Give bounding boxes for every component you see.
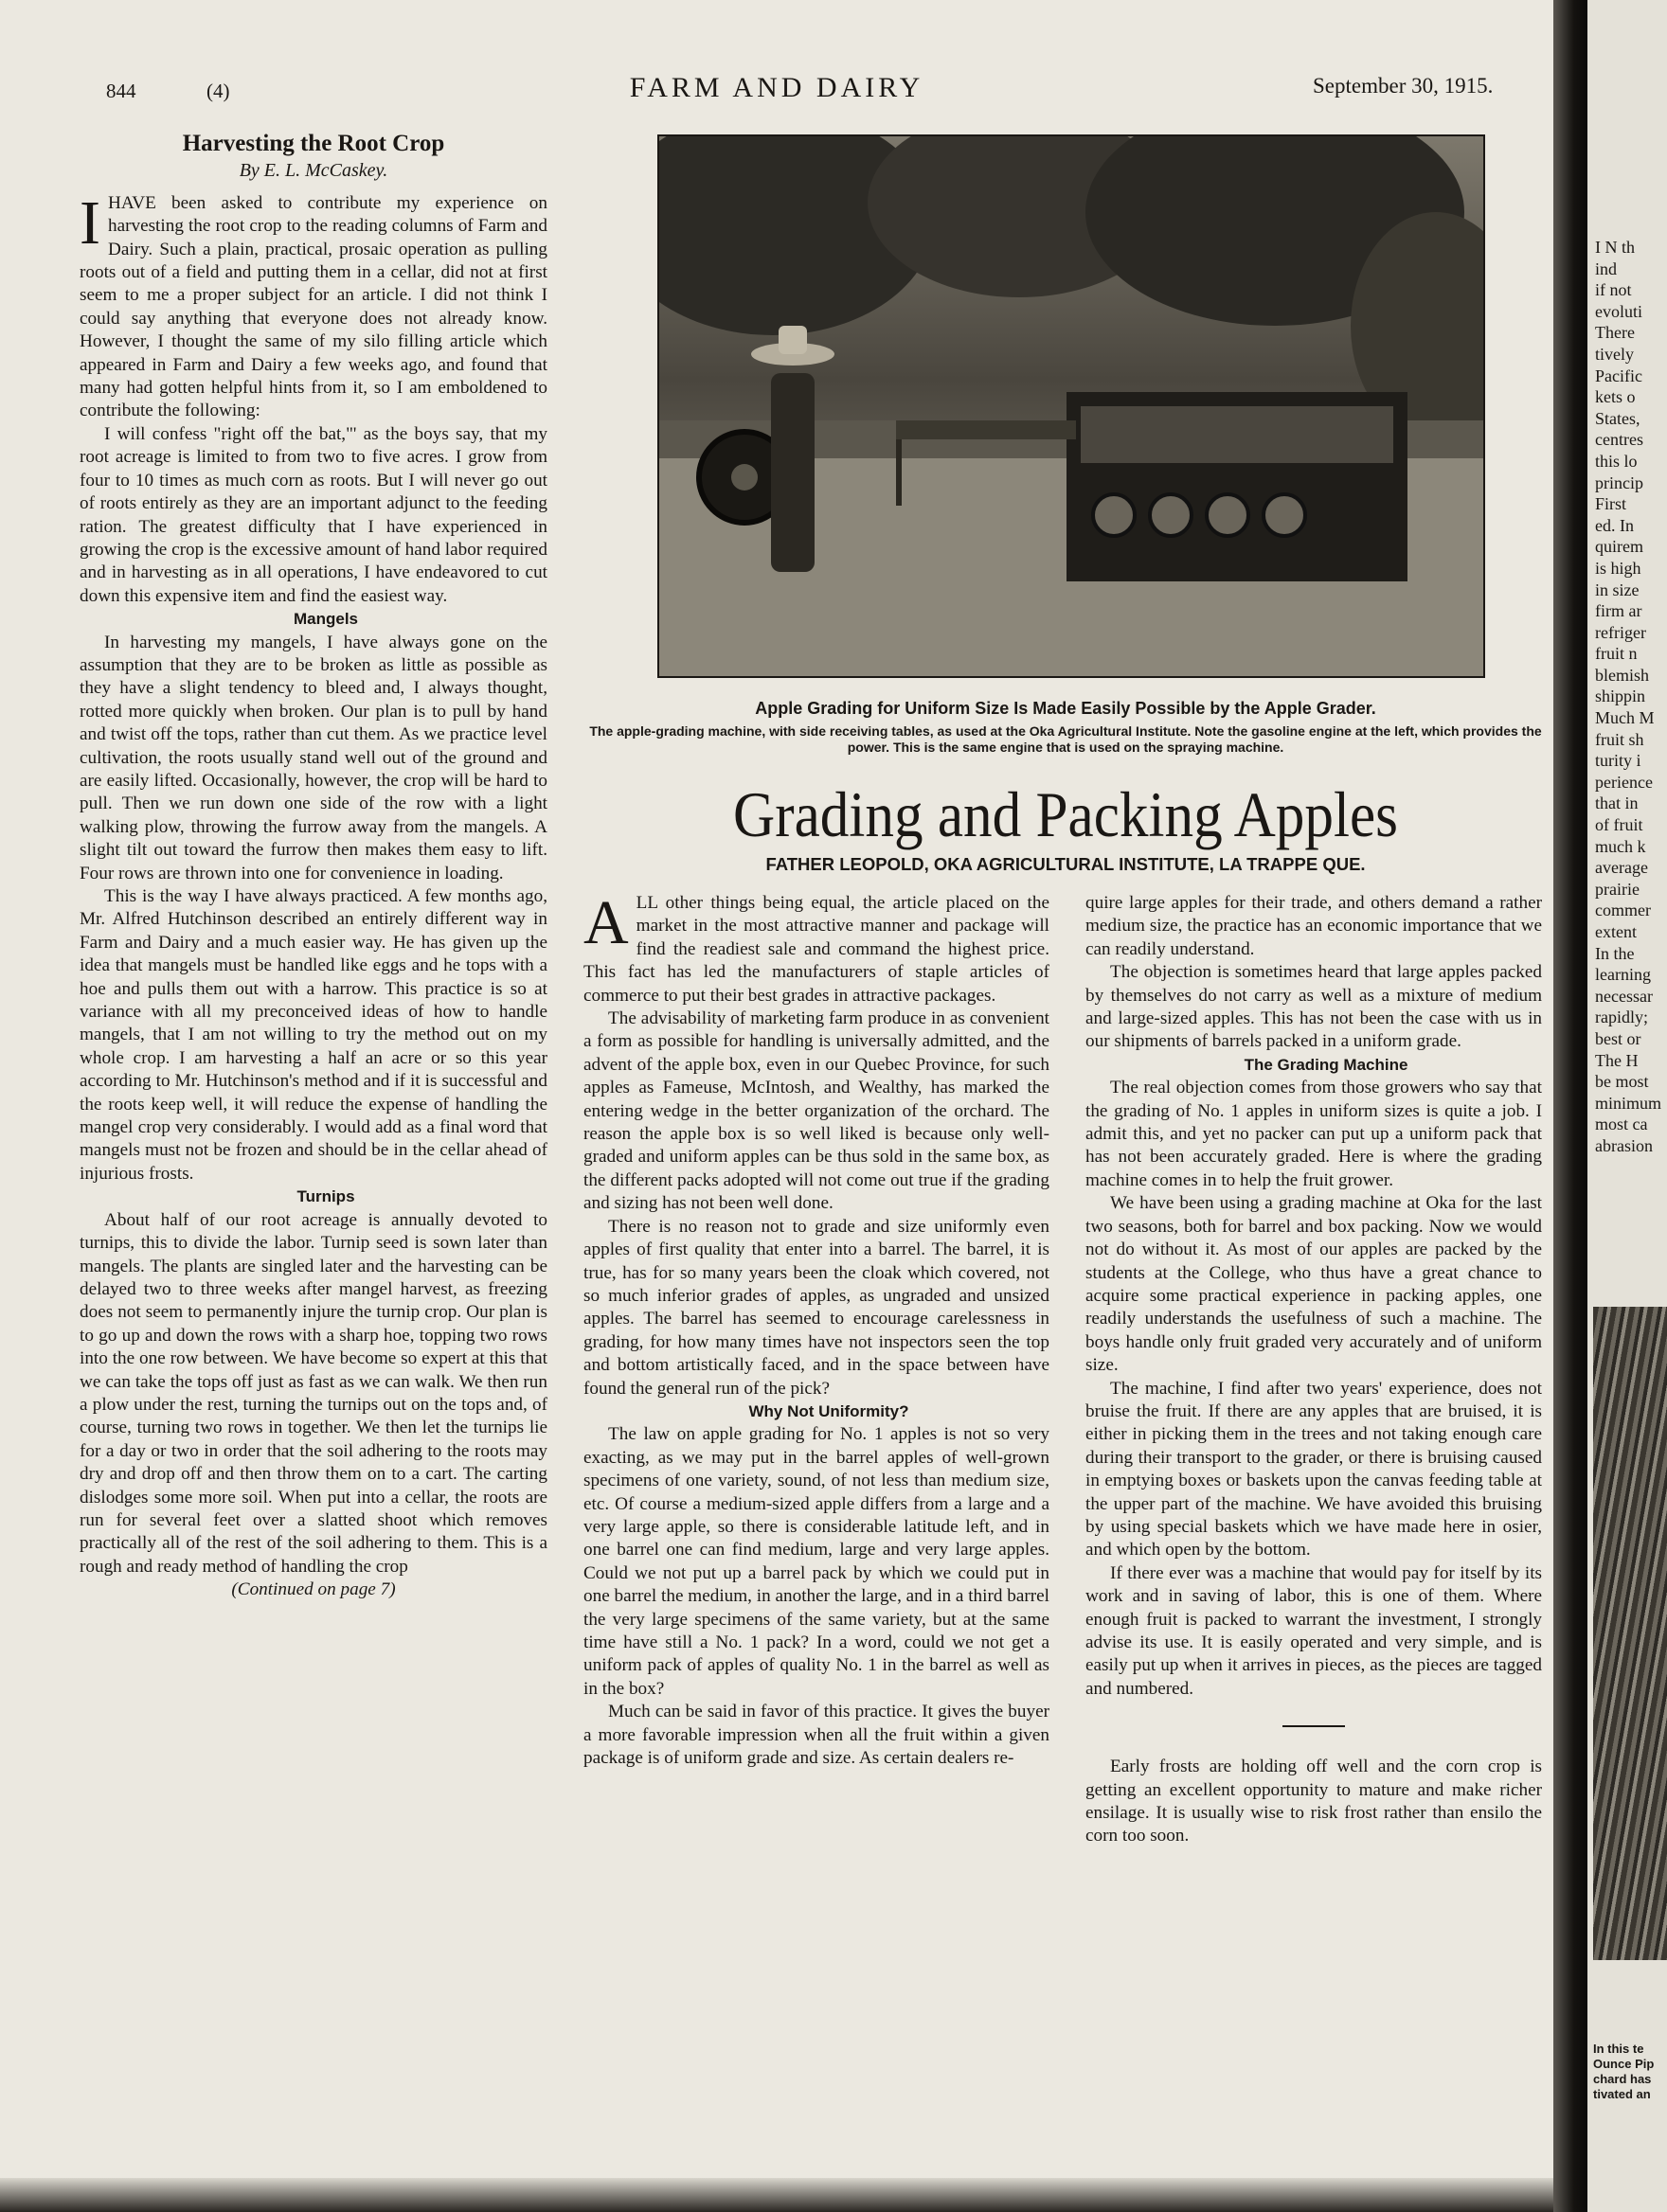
root-crop-article <box>80 133 547 1602</box>
text-fragment: minimum <box>1595 1093 1662 1113</box>
subheading-turnips: Turnips <box>296 1187 355 1206</box>
main-article-byline: FATHER LEOPOLD, OKA AGRICULTURAL INSTITUTE, LA TRAPPE QUE. <box>765 854 1366 874</box>
text-fragment: There <box>1595 323 1635 343</box>
text-fragment: fruit sh <box>1595 729 1644 749</box>
paragraph: There is no reason not to grade and size uniformly even apples of first quality that enter into a barrel. The barrel, it is true, has for so many years been the cloak which covered, not so much inferior grades of apples, as ungraded and unsized apples. The barrel has seemed to encourage carelessness in grading, for how many times have not inspectors seen the top and bottom artistically faced, and in the space between have found the general run of the pick? <box>583 1216 1049 1399</box>
paragraph: The law on apple grading for No. 1 apples is not so very exacting, as we may put in the barrel apples of well-grown specimens of one variety, sound, of not less than medium size, etc. Of course a medium-sized apple differs from a large and a very large apple, so there is considerable latitude left, and in one barrel one can find medium, large and very large apples. Could we not put up a barrel pack by which we could put in one barrel the medium, in another the large, and in a third barrel the very large specimens of the same variety, but at the same time have still a No. 1 pack? In a word, could we not get a uniform pack of apples of quality No. 1 in the barrel as well as in the box? <box>583 1424 1049 1699</box>
paragraph: The objection is sometimes heard that large apples packed by themselves do not carry as well as a mixture of medium and large-sized apples. This has not been the case with us in our shipments of barrels packed in a uniform grade. <box>1085 962 1542 1052</box>
text-fragment: shippin <box>1595 687 1646 706</box>
subheading-uniformity: Why Not Uniformity? <box>748 1401 909 1420</box>
text-fragment: if not <box>1595 280 1632 300</box>
paragraph: I will confess "right off the bat,"' as the boys say, that my root acreage is limited to from two to five acres. I grow from four to 10 times as much corn as roots. But I will never go out of roots entirely as they are an important adjunct to the feeding ration. The greatest difficulty that I have experienced in growing the crop is the excessive amount of hand labor required and in harvesting as in all operations, I have endeavored to cut down this expensive item and find the easiest way. <box>80 423 547 606</box>
apples-article-column-1 <box>583 888 1049 1770</box>
paragraph: This is the way I have always practiced. A few months ago, Mr. Alfred Hutchinson described an entirely different way in Farm and Dairy and a much easier way. He has given up the idea that mangels must be handled like eggs and he tops with a hoe and pulls them out with a harrow. This practice is so at variance with all my preconceived ideas of how to handle mangels, that I am not willing to try the method out on my whole crop. I am harvesting a half an acre or so this year according to Mr. Hutchinson's method and if it is successful and the roots keep well, it will reduce the expense of handling the mangel crop very considerably. I would add as a final word that mangels must not be frozen and should be in the cellar ahead of injurious frosts. <box>80 886 547 1184</box>
text-fragment: much k <box>1595 836 1646 856</box>
text-fragment: The H <box>1595 1050 1639 1070</box>
issue-date: September 30, 1915. <box>1313 74 1494 98</box>
photo-caption-title: Apple Grading for Uniform Size Is Made Easily Possible by the Apple Grader. <box>755 699 1376 718</box>
text-fragment: Pacific <box>1595 366 1642 385</box>
paragraph: Much can be said in favor of this practice. It gives the buyer a more favorable impression when all the fruit within a given package is of uniform grade and size. As certain dealers re- <box>583 1702 1049 1769</box>
page-bottom-edge <box>0 2178 1553 2212</box>
text-fragment: prairie <box>1595 879 1640 899</box>
caption-fragment: chard has <box>1593 2072 1652 2086</box>
text-fragment: First <box>1595 494 1627 514</box>
text-fragment: is high <box>1595 558 1641 578</box>
continued-note: (Continued on page 7) <box>231 1579 396 1600</box>
text-fragment: necessar <box>1595 986 1653 1006</box>
text-fragment: ed. In <box>1595 515 1634 535</box>
apple-grader-photo <box>657 134 1485 678</box>
text-fragment: refriger <box>1595 622 1646 642</box>
text-fragment: of fruit <box>1595 815 1643 835</box>
page-header <box>0 0 1553 104</box>
text-fragment: kets o <box>1595 387 1636 407</box>
photo-illustration <box>659 136 1483 676</box>
text-fragment: tively <box>1595 344 1634 364</box>
main-article-title: Grading and Packing Apples <box>733 778 1398 850</box>
subheading-grading-machine: The Grading Machine <box>1244 1055 1408 1074</box>
text-fragment: evoluti <box>1595 301 1642 321</box>
section-divider <box>1282 1725 1345 1727</box>
drop-cap: I <box>80 187 100 258</box>
text-fragment: learning <box>1595 965 1651 985</box>
text-fragment: ind <box>1595 259 1618 278</box>
photo-caption-body: The apple-grading machine, with side receiving tables, as used at the Oka Agricultural Institute. Note the gasoline engine at the left, which provides the power. This is the same engine that is used on the spraying machine. <box>589 723 1542 755</box>
paragraph: quire large apples for their trade, and others demand a rather medium size, the practice has an economic importance that we can readily understand. <box>1085 893 1542 959</box>
text-fragment: In the <box>1595 943 1635 963</box>
text-fragment: blemish <box>1595 665 1649 685</box>
paragraph: The machine, I find after two years' experience, does not bruise the fruit. If there are any apples that are bruised, it is either in picking them in the trees and not taking enough care during their transport to the grader, or there is bruising caused in emptying boxes or baskets upon the canvas feeding table at the upper part of the machine. We have avoided this bruising by using special baskets which we have made here in osier, and which open by the bottom. <box>1085 1378 1542 1561</box>
text-fragment: average <box>1595 858 1648 878</box>
paragraph: The advisability of marketing farm produce in as convenient a form as possible for handling is universally admitted, and the advent of the apple box, even in our Quebec Province, for such apples as Fameuse, McIntosh, and Wealthy, has marked the entering wedge in the better organization of the orchard. The reason the apple box is so well liked is because only well-graded and uniform apples can be thus sold in the same box, as the different packs adopted will not come out true if the grading and sizing has not been well done. <box>583 1008 1049 1214</box>
text-fragment: firm ar <box>1595 601 1642 621</box>
page-number: 844 <box>106 80 136 102</box>
text-fragment: princip <box>1595 473 1643 492</box>
paragraph: IHAVE been asked to contribute my experience on harvesting the root crop to the reading columns of Farm and Dairy. Such a plain, practical, prosaic operation as pulling roots out of a field and putting them in a cellar, did not at first seem to me a proper subject for an article. I did not think I could say anything that everyone does not already know. However, I thought the same of my silo filling article which appeared in Farm and Dairy a few weeks ago, and found that many had gotten helpful hints from it, so I am emboldened to contribute the following: <box>80 187 547 421</box>
text-fragment: States, <box>1595 408 1640 428</box>
text-fragment: this lo <box>1595 451 1638 471</box>
text-fragment: perience <box>1595 772 1653 792</box>
paragraph: We have been using a grading machine at Oka for the last two seasons, both for barrel and box packing. Now we would not do without it. As most of our apples are packed by the students at the College, who thus have a great chance to acquire some practical experience in packing apples, one readily understands the usefulness of such a machine. The boys handle only fruit graded very accurately and of uniform size. <box>1085 1193 1542 1376</box>
text-fragment: centres <box>1595 430 1643 450</box>
facing-page-text-fragments <box>1595 237 1667 1157</box>
text-fragment: quirem <box>1595 537 1643 557</box>
text-fragment: rapidly; <box>1595 1008 1648 1027</box>
caption-fragment: Ounce Pip <box>1593 2057 1655 2071</box>
text-fragment: I N th <box>1595 238 1635 257</box>
text-fragment: commer <box>1595 901 1651 920</box>
facing-page-photo <box>1593 1307 1667 1960</box>
paragraph: ALL other things being equal, the article placed on the market in the most attractive manner and package will find the readiest sale and command the highest price. This fact has led the manufacturers of staple articles of commerce to put their best grades in attractive packages. <box>583 888 1049 1006</box>
text-fragment: that in <box>1595 794 1639 813</box>
text-fragment: extent <box>1595 922 1637 941</box>
text-fragment: most ca <box>1595 1115 1648 1134</box>
text-fragment: turity i <box>1595 751 1641 771</box>
facing-page-caption-fragments <box>1593 2042 1667 2102</box>
text-fragment: best or <box>1595 1028 1641 1048</box>
apples-article-column-2 <box>1085 892 1542 1848</box>
article-byline: By E. L. McCaskey. <box>239 160 388 182</box>
article-title: Harvesting the Root Crop <box>182 131 445 156</box>
paragraph: The real objection comes from those growers who say that the grading of No. 1 apples in uniform sizes is quite a job. I admit this, and yet no packer can put up a uniform pack that has not been accurately graded. Here is where the grading machine comes in to help the fruit grower. <box>1085 1078 1542 1190</box>
text-fragment: fruit n <box>1595 644 1638 664</box>
text-fragment: be most <box>1595 1072 1649 1092</box>
caption-fragment: tivated an <box>1593 2087 1651 2101</box>
masthead: FARM AND DAIRY <box>629 72 924 103</box>
subheading-mangels: Mangels <box>293 610 359 629</box>
paragraph: In harvesting my mangels, I have always gone on the assumption that they are to be broken as little as possible as they have a slight tendency to bleed and, I always thought, rotted more quickly when broken. Our plan is to pull by hand and twist off the tops, rather than cut them. As we practice level cultivation, the roots usually stand well out of the ground and are easily lifted. Occasionally, however, the crop will be hard to pull. Then we run down one side of the row with a light walking plow, throwing the furrow away from the mangels. A slight tilt out toward the furrow then makes them easy to lift. Four rows are thrown into one for convenience in loading. <box>80 632 547 883</box>
section-page-number: (4) <box>206 80 230 102</box>
paragraph: If there ever was a machine that would pay for itself by its work and in saving of labor, this is one of them. Where enough fruit is packed to warrant the investment, I strongly advise its use. It is easily operated and very simple, and is easily put up when it arrives in pieces, as the pieces are tagged and numbered. <box>1085 1562 1542 1699</box>
filler-paragraph: Early frosts are holding off well and the corn crop is getting an excellent opportunity to mature and make richer ensilage. It is usually wise to risk frost rather than ensilo the corn too soon. <box>1085 1757 1542 1846</box>
text-fragment: in size <box>1595 580 1640 599</box>
text-fragment: abrasion <box>1595 1135 1653 1155</box>
facing-page-edge <box>1587 0 1667 2212</box>
binding-gutter <box>1553 0 1587 2212</box>
paragraph: About half of our root acreage is annually devoted to turnips, this to divide the labor. Turnip seed is sown later than mangels. The plants are singled later and the harvesting can be delayed two to three weeks after mangel harvest, as freezing does not seem to permanently injure the turnip crop. Our plan is to go up and down the rows with a sharp hoe, topping two rows into the one row between. We have become so expert at this that we can take the tops off just as fast as we can walk. We then run a plow under the rest, turning the turnips out on the tops and, of course, turning two rows in together. We then let the turnips lie for a day or two in order that the soil adhering to the roots may dry and drop off and then throw them on to a cart. The carting dislodges some more soil. When put into a cellar, the roots are run for several feet over a slatted shoot which removes practically all of the rest of the soil adhering to them. This is a rough and ready method of handling the crop <box>80 1209 547 1577</box>
drop-cap: A <box>583 888 629 957</box>
text-fragment: Much M <box>1595 708 1655 728</box>
caption-fragment: In this te <box>1593 2042 1644 2056</box>
